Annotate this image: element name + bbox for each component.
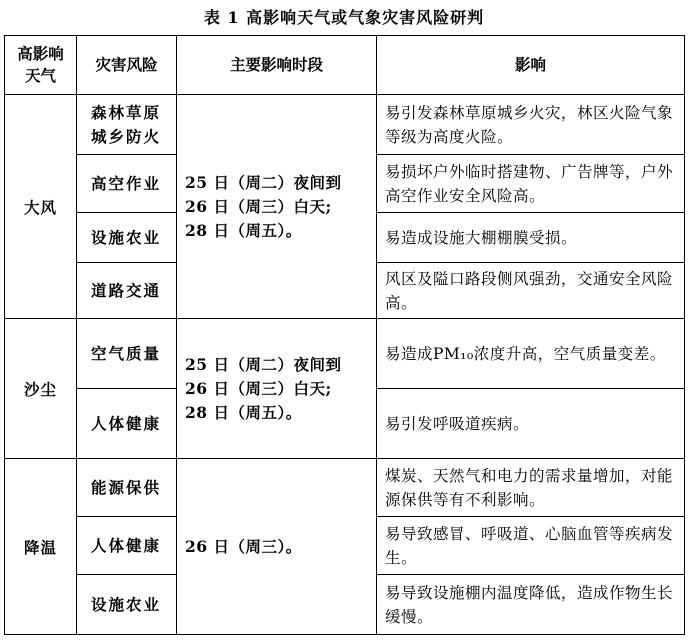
risk-assessment-table <box>4 35 685 635</box>
period-cell-wind <box>177 95 377 319</box>
risk-cell: 人体健康 <box>77 389 177 459</box>
period-line: 28 日（周五）。 <box>185 402 302 422</box>
period-line: 28 日（周五）。 <box>185 220 302 240</box>
impact-cell: 易引发森林草原城乡火灾，林区火险气象等级为高度火险。 <box>377 95 685 155</box>
header-period: 主要影响时段 <box>177 36 377 95</box>
period-line: 26 日（周三）白天; <box>185 378 332 398</box>
period-line: 25 日（周二）夜间到 <box>185 354 342 374</box>
hazard-cell-dust: 沙尘 <box>5 319 77 459</box>
impact-cell: 风区及隘口路段侧风强劲，交通安全风险高。 <box>377 263 685 319</box>
header-row <box>5 36 685 95</box>
period-cell-dust <box>177 319 377 459</box>
header-weather-line1: 高影响 <box>17 44 64 63</box>
period-line: 26 日（周三）。 <box>185 536 302 556</box>
risk-cell: 能源保供 <box>77 459 177 517</box>
impact-cell: 煤炭、天然气和电力的需求量增加，对能源保供等有不利影响。 <box>377 459 685 517</box>
table-row <box>5 459 685 517</box>
risk-cell: 道路交通 <box>77 263 177 319</box>
impact-cell: 易导致感冒、呼吸道、心脑血管等疾病发生。 <box>377 517 685 575</box>
risk-cell: 设施农业 <box>77 213 177 263</box>
header-weather-line2: 天气 <box>24 66 56 85</box>
impact-cell: 易造成PM₁₀浓度升高，空气质量变差。 <box>377 319 685 389</box>
hazard-cell-wind: 大风 <box>5 95 77 319</box>
table-row <box>5 319 685 389</box>
risk-cell: 空气质量 <box>77 319 177 389</box>
impact-cell: 易导致设施棚内温度降低，造成作物生长缓慢。 <box>377 575 685 635</box>
hazard-cell-cooling: 降温 <box>5 459 77 635</box>
table-row <box>5 95 685 155</box>
risk-cell: 人体健康 <box>77 517 177 575</box>
period-line: 26 日（周三）白天; <box>185 196 332 216</box>
risk-cell: 高空作业 <box>77 155 177 213</box>
risk-cell: 森林草原城乡防火 <box>77 95 177 155</box>
impact-cell: 易损坏户外临时搭建物、广告牌等，户外高空作业安全风险高。 <box>377 155 685 213</box>
header-weather <box>5 36 77 95</box>
impact-cell: 易引发呼吸道疾病。 <box>377 389 685 459</box>
risk-cell: 设施农业 <box>77 575 177 635</box>
header-impact: 影响 <box>377 36 685 95</box>
header-risk: 灾害风险 <box>77 36 177 95</box>
table-caption: 表 1 高影响天气或气象灾害风险研判 <box>203 8 485 27</box>
period-cell-cooling <box>177 459 377 635</box>
period-line: 25 日（周二）夜间到 <box>185 172 342 192</box>
impact-cell: 易造成设施大棚棚膜受损。 <box>377 213 685 263</box>
